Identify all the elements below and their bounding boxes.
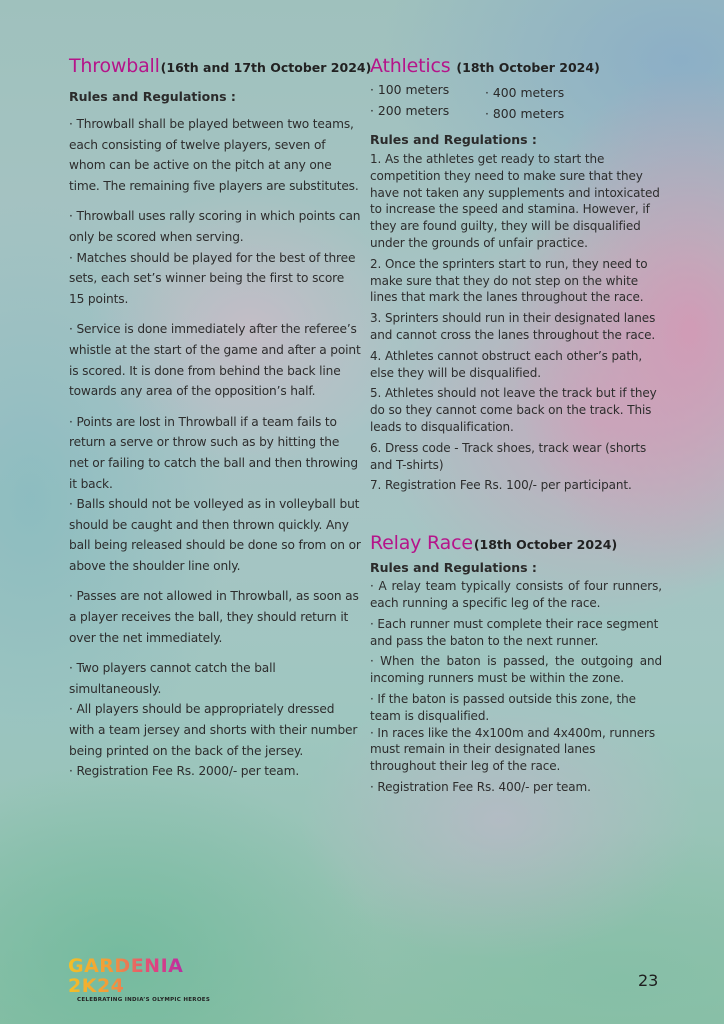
relay-title: Relay Race bbox=[370, 532, 473, 555]
event-item: · 200 meters bbox=[370, 102, 450, 118]
event-item: · 400 meters bbox=[485, 85, 565, 100]
throwball-rule: · Throwball shall be played between two teams, each consisting of twelve players, seven of whom can be active on the pitch at any one time. The remaining five players are substitutes. bbox=[69, 117, 359, 193]
relay-fee: · Registration Fee Rs. 400/- per team. bbox=[370, 779, 591, 794]
throwball-rule: · Two players cannot catch the ball simultaneously. bbox=[69, 661, 276, 696]
throwball-rule: · Throwball uses rally scoring in which points can only be scored when serving. bbox=[69, 209, 361, 244]
throwball-rule: · Points are lost in Throwball if a team fails to return a serve or throw such as by hitting the net or failing to catch the ball and then throwing it back. bbox=[69, 414, 358, 491]
logo-text: GARDENIA 2K24 bbox=[68, 956, 238, 996]
relay-rule: · A relay team typically consists of four runners, each running a specific leg of the race. bbox=[370, 579, 662, 610]
athletics-rule: 3. Sprinters should run in their designated lanes and cannot cross the lanes throughout the race. bbox=[370, 311, 656, 342]
throwball-rule: · Balls should not be volleyed as in volleyball but should be caught and then thrown quickly. Any ball being released should be done so from on or above the shoulder line only. bbox=[69, 497, 361, 573]
event-item: · 800 meters bbox=[485, 105, 565, 121]
logo-tagline: CELEBRATING INDIA’S OLYMPIC HEROES bbox=[77, 997, 211, 1003]
throwball-rule: · All players should be appropriately dressed with a team jersey and shorts with their number being printed on the back of the jersey. bbox=[69, 702, 358, 758]
athletics-rule: 5. Athletes should not leave the track but if they do so they cannot come back on the track. This leads to disqualification. bbox=[370, 386, 657, 434]
throwball-heading bbox=[69, 55, 372, 77]
athletics-title: Athletics bbox=[370, 55, 451, 77]
relay-rules-label: Rules and Regulations : bbox=[370, 560, 537, 576]
athletics-fee: 7. Registration Fee Rs. 100/- per participant. bbox=[370, 478, 632, 493]
athletics-rule: 4. Athletes cannot obstruct each other’s path, else they will be disqualified. bbox=[370, 348, 643, 380]
athletics-rules-label: Rules and Regulations : bbox=[370, 132, 537, 147]
throwball-section bbox=[69, 55, 372, 782]
throwball-rule: · Service is done immediately after the referee’s whistle at the start of the game and after a point is scored. It is done from behind the back line towards any area of the opposition’s half. bbox=[69, 322, 361, 399]
relay-date: (18th October 2024) bbox=[473, 537, 618, 553]
event-item: · 100 meters bbox=[370, 82, 450, 97]
relay-rule: · If the baton is passed outside this zone, the team is disqualified. bbox=[370, 691, 636, 723]
throwball-rule: · Passes are not allowed in Throwball, as soon as a player receives the ball, they should return it over the net immediately. bbox=[69, 589, 359, 645]
relay-rule: · When the baton is passed, the outgoing and incoming runners must be within the zone. bbox=[370, 654, 662, 686]
page-number: 23 bbox=[638, 971, 659, 990]
throwball-fee: · Registration Fee Rs. 2000/- per team. bbox=[69, 764, 300, 779]
gardenia-logo bbox=[68, 956, 238, 1003]
throwball-rules-label: Rules and Regulations : bbox=[69, 89, 236, 104]
relay-section bbox=[370, 532, 662, 796]
athletics-date: (18th October 2024) bbox=[456, 60, 600, 75]
athletics-events-list bbox=[370, 81, 662, 122]
athletics-rule: 6. Dress code - Track shoes, track wear (shorts and T-shirts) bbox=[370, 440, 647, 472]
throwball-date: (16th and 17th October 2024) bbox=[160, 60, 372, 75]
athletics-section bbox=[370, 55, 662, 796]
relay-heading bbox=[370, 532, 662, 554]
relay-rule: · In races like the 4x100m and 4x400m, runners must remain in their designated lanes throughout their leg of the race. bbox=[370, 725, 656, 774]
athletics-heading bbox=[370, 55, 662, 77]
throwball-rule: · Matches should be played for the best of three sets, each set’s winner being the first to score 15 points. bbox=[69, 250, 356, 306]
throwball-title: Throwball bbox=[69, 55, 160, 77]
relay-rule: · Each runner must complete their race segment and pass the baton to the next runner. bbox=[370, 616, 659, 648]
athletics-rule: 1. As the athletes get ready to start the competition they need to make sure that they have not taken any supplements and intoxicated to increase the speed and stamina. However, if they are found guilty, they will be disqualified under the grounds of unfair practice. bbox=[370, 152, 660, 250]
athletics-rule: 2. Once the sprinters start to run, they need to make sure that they do not step on the white lines that mark the lanes throughout the race. bbox=[370, 256, 648, 305]
